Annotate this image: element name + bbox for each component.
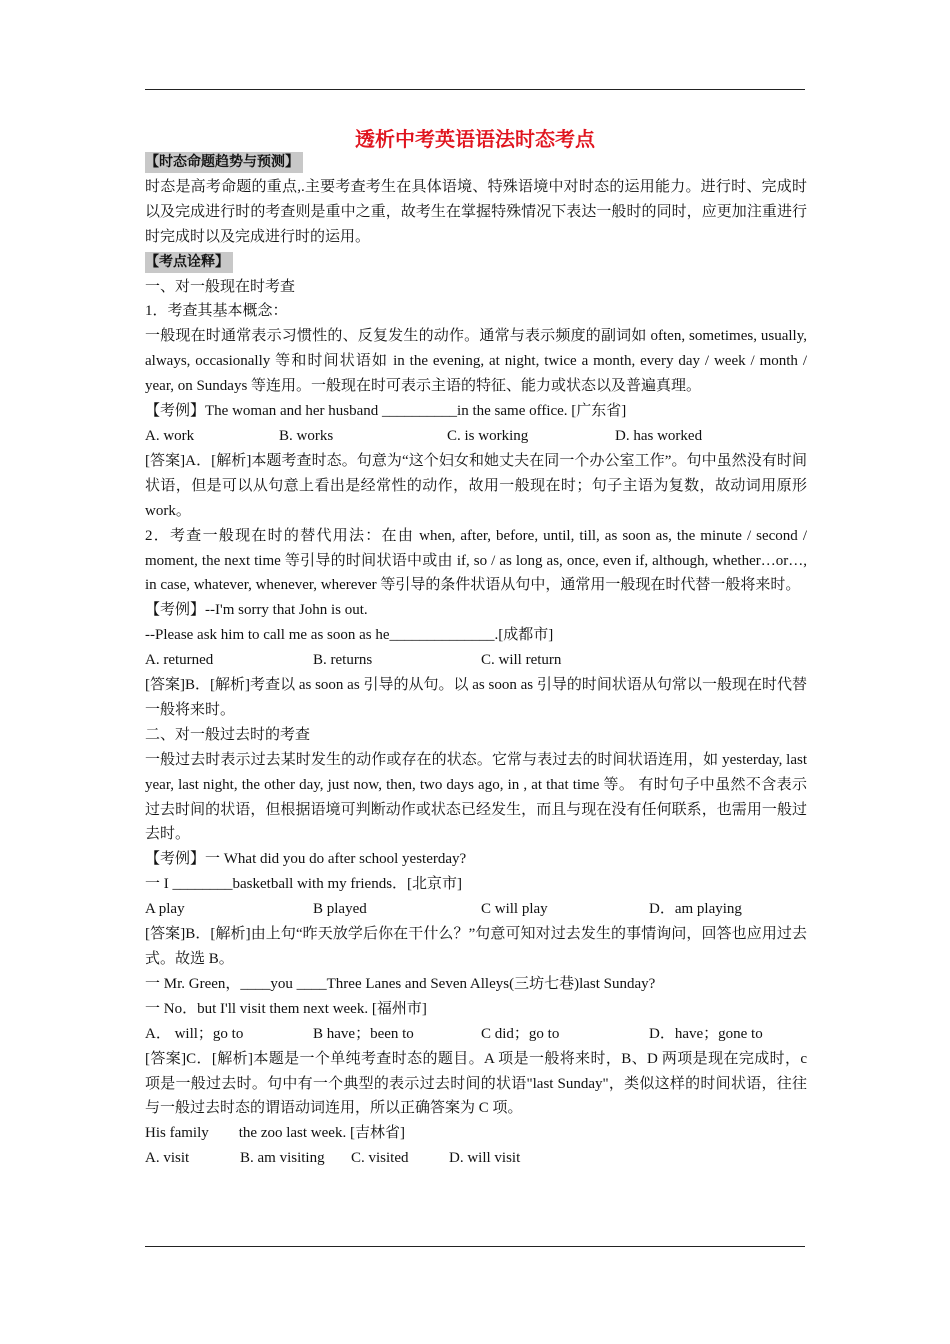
example3-question-line2: 一 I ________basketball with my friends．[北京市] <box>145 876 463 893</box>
point2-paragraph: 2．考查一般现在时的替代用法：在由 when, after, before, until, till, as soon as, the minute / second / moment, the next time 等引导的时间状语中或由 if, so / as long as, once, even if, although, whether…or…, in case, whatever, whenever, wherever 等引导的条件状语从句中，通常用一般现在时代替一般将来时。 <box>145 527 807 594</box>
example5-options <box>145 1146 807 1171</box>
example4-answer: [答案]C．[解析]本题是一个单纯考查时态的题目。A 项是一般将来时，B、D 两项是现在完成时，c 项是一般过去时。句中有一个典型的表示过去时间的状语"last Sunday"，类似这样的时间状语，往往与一般过去时态的谓语动词连用，所以正确答案为 C 项。 <box>145 1050 807 1117</box>
option: A． will；go to <box>145 1025 244 1042</box>
point1-heading: 1．考查其基本概念： <box>145 303 288 320</box>
option: C. is working <box>447 427 529 444</box>
option: B have；been to <box>313 1025 414 1042</box>
example1-question: 【考例】The woman and her husband __________in the same office. [广东省] <box>145 403 627 420</box>
point1-paragraph: 一般现在时通常表示习惯性的、反复发生的动作。通常与表示频度的副词如 often, sometimes, usually, always, occasionally 等和时间状语如 in the evening, at night, twice a month, every day / week / month / year, on Sundays 等连用。一般现在时可表示主语的特征、能力或状态以及普遍真理。 <box>145 328 807 395</box>
document-body <box>145 150 807 1171</box>
part1-heading: 一、对一般现在时考查 <box>145 278 296 295</box>
option: A. returned <box>145 652 214 669</box>
example2-question-line2: --Please ask him to call me as soon as he______________.[成都市] <box>145 627 554 644</box>
option: C. will return <box>481 652 562 669</box>
page-title: 透析中考英语语法时态考点 <box>355 127 595 151</box>
trend-paragraph: 时态是高考命题的重点,.主要考查考生在具体语境、特殊语境中对时态的运用能力。进行时、完成时以及完成进行时的考查则是重中之重，故考生在掌握特殊情况下表达一般时的同时，应更加注重进行时完成时以及完成进行时的运用。 <box>145 178 807 245</box>
example3-question-line1: 【考例】一 What did you do after school yesterday? <box>145 851 467 868</box>
option: A play <box>145 901 185 918</box>
example3-answer: [答案]B．[解析]由上句“昨天放学后你在干什么？”句意可知对过去发生的事情询问，回答也应用过去式。故选 B。 <box>145 926 807 967</box>
option: B. works <box>279 427 334 444</box>
option: D. has worked <box>615 427 703 444</box>
example4-options <box>145 1022 807 1047</box>
option: D．am playing <box>649 901 742 918</box>
header-rule <box>145 89 805 90</box>
option: C. visited <box>351 1150 409 1167</box>
option: D. will visit <box>449 1150 521 1167</box>
example4-question-line2: 一 No．but I'll visit them next week. [福州市] <box>145 1000 427 1017</box>
footer-rule <box>145 1246 805 1247</box>
example1-answer: [答案]A．[解析]本题考查时态。句意为“这个妇女和她丈夫在同一个办公室工作”。句中虽然没有时间状语，但是可以从句意上看出是经常性的动作，故用一般现在时；句子主语为复数，故动词用原形 work。 <box>145 452 807 519</box>
option: C did；go to <box>481 1025 560 1042</box>
option: D．have；gone to <box>649 1025 763 1042</box>
part2-heading: 二、对一般过去时的考查 <box>145 726 311 743</box>
example2-question-line1: 【考例】--I'm sorry that John is out. <box>145 602 368 619</box>
option: C will play <box>481 901 548 918</box>
option: A. visit <box>145 1150 190 1167</box>
example5-question: His family the zoo last week. [吉林省] <box>145 1125 405 1142</box>
option: B played <box>313 901 367 918</box>
example3-options <box>145 897 807 922</box>
option: B. am visiting <box>240 1150 325 1167</box>
option: B. returns <box>313 652 373 669</box>
part2-paragraph: 一般过去时表示过去某时发生的动作或存在的状态。它常与表过去的时间状语连用，如 yesterday, last year, last night, the other day, just now, then, two days ago, in , at that time 等。 有时句子中虽然不含表示过去时间的状语，但根据语境可判断动作或状态已经发生，而且与现在没有任何联系，也需用一般过去时。 <box>145 751 807 843</box>
example2-answer: [答案]B．[解析]考查以 as soon as 引导的从句。以 as soon as 引导的时间状语从句常以一般现在时代替一般将来时。 <box>145 677 807 718</box>
section-tag-points: 【考点诠释】 <box>145 250 807 275</box>
example1-options <box>145 424 807 449</box>
section-tag-trend: 【时态命题趋势与预测】 <box>145 150 807 175</box>
option: A. work <box>145 427 195 444</box>
example2-options <box>145 648 807 673</box>
example4-question-line1: 一 Mr. Green，____you ____Three Lanes and Seven Alleys(三坊七巷)last Sunday? <box>145 975 656 992</box>
